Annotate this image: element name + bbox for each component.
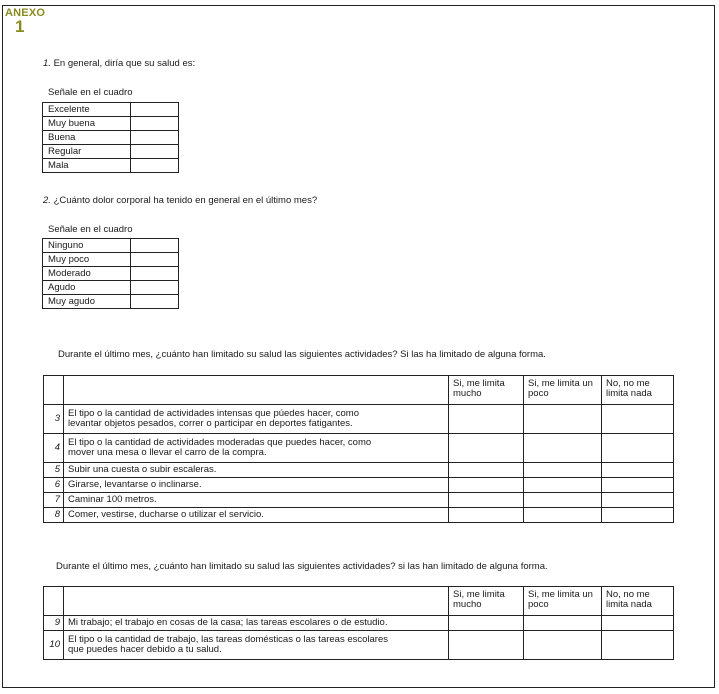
option-checkbox[interactable] [131, 267, 179, 281]
option-row [43, 159, 179, 173]
answer-cell[interactable] [602, 405, 674, 434]
option-checkbox[interactable] [131, 239, 179, 253]
option-label: Muy poco [43, 253, 131, 267]
column-header: Si, me limita un poco [524, 376, 602, 405]
item-text [64, 616, 449, 631]
question-1-options [42, 102, 179, 173]
item-text [64, 631, 449, 660]
answer-cell[interactable] [524, 434, 602, 463]
item-number: 5 [44, 463, 64, 478]
item-text-line: El tipo o la cantidad de trabajo, las tareas domésticas o las tareas escolares [68, 634, 389, 645]
question-1 [43, 58, 195, 69]
item-text-line: El tipo o la cantidad de actividades intensas que púedes hacer, como [68, 408, 359, 419]
item-text-line: mover una mesa o llevar el carro de la compra. [68, 447, 267, 458]
answer-cell[interactable] [524, 631, 602, 660]
table-row [44, 631, 674, 660]
answer-cell[interactable] [524, 405, 602, 434]
item-text-line: levantar objetos pesados, correr o participar en deportes fatigantes. [68, 418, 353, 429]
table-row [44, 463, 674, 478]
item-number: 3 [44, 405, 64, 434]
option-row [43, 131, 179, 145]
answer-cell[interactable] [602, 463, 674, 478]
answer-cell[interactable] [602, 631, 674, 660]
option-label: Mala [43, 159, 131, 173]
item-text-line: Comer, vestirse, ducharse o utilizar el servicio. [68, 509, 264, 520]
header-empty-cell [64, 376, 449, 405]
item-text-line: Girarse, levantarse o inclinarse. [68, 479, 202, 490]
answer-cell[interactable] [449, 434, 524, 463]
table-row [44, 478, 674, 493]
option-row [43, 253, 179, 267]
answer-cell[interactable] [602, 493, 674, 508]
answer-cell[interactable] [524, 493, 602, 508]
question-2-options [42, 238, 179, 309]
item-number: 6 [44, 478, 64, 493]
question-2 [43, 195, 317, 206]
column-header: Si, me limita mucho [449, 376, 524, 405]
table-header-row [44, 587, 674, 616]
column-header: No, no me limita nada [602, 587, 674, 616]
question-2-instruction: Señale en el cuadro [48, 224, 133, 235]
answer-cell[interactable] [449, 616, 524, 631]
option-label: Ninguno [43, 239, 131, 253]
item-text-line: Caminar 100 metros. [68, 494, 157, 505]
table-row [44, 508, 674, 523]
answer-cell[interactable] [524, 478, 602, 493]
question-1-number: 1. [43, 58, 51, 69]
option-label: Moderado [43, 267, 131, 281]
question-1-instruction: Señale en el cuadro [48, 87, 133, 98]
answer-cell[interactable] [449, 493, 524, 508]
item-number: 9 [44, 616, 64, 631]
answer-cell[interactable] [524, 508, 602, 523]
option-checkbox[interactable] [131, 131, 179, 145]
option-row [43, 295, 179, 309]
option-row [43, 145, 179, 159]
option-label: Excelente [43, 103, 131, 117]
item-text-line: Subir una cuesta o subir escaleras. [68, 464, 217, 475]
option-checkbox[interactable] [131, 295, 179, 309]
option-row [43, 239, 179, 253]
answer-cell[interactable] [449, 508, 524, 523]
header-empty-cell [44, 587, 64, 616]
answer-cell[interactable] [449, 631, 524, 660]
answer-cell[interactable] [602, 434, 674, 463]
answer-cell[interactable] [449, 405, 524, 434]
option-label: Muy buena [43, 117, 131, 131]
item-text-line: El tipo o la cantidad de actividades moderadas que puedes hacer, como [68, 437, 372, 448]
option-label: Agudo [43, 281, 131, 295]
item-number: 7 [44, 493, 64, 508]
answer-cell[interactable] [602, 478, 674, 493]
option-checkbox[interactable] [131, 117, 179, 131]
item-text [64, 508, 449, 523]
option-row [43, 103, 179, 117]
option-checkbox[interactable] [131, 145, 179, 159]
section-1-table [43, 375, 674, 523]
item-text [64, 493, 449, 508]
item-text [64, 434, 449, 463]
answer-cell[interactable] [449, 478, 524, 493]
option-row [43, 267, 179, 281]
answer-cell[interactable] [524, 616, 602, 631]
column-header: Si, me limita mucho [449, 587, 524, 616]
column-header: No, no me limita nada [602, 376, 674, 405]
item-text [64, 405, 449, 434]
option-checkbox[interactable] [131, 253, 179, 267]
column-header: Si, me limita un poco [524, 587, 602, 616]
item-number: 4 [44, 434, 64, 463]
table-row [44, 493, 674, 508]
option-row [43, 117, 179, 131]
answer-cell[interactable] [602, 616, 674, 631]
section-2-intro: Durante el último mes, ¿cuánto han limitado su salud las siguientes actividades? si las han limitado de alguna forma. [56, 561, 548, 572]
answer-cell[interactable] [524, 463, 602, 478]
item-text-line: que puedes hacer debido a tu salud. [68, 644, 222, 655]
section-2-table [43, 586, 674, 660]
option-label: Buena [43, 131, 131, 145]
option-checkbox[interactable] [131, 281, 179, 295]
option-row [43, 281, 179, 295]
table-row [44, 434, 674, 463]
option-checkbox[interactable] [131, 103, 179, 117]
header-empty-cell [64, 587, 449, 616]
item-text-line: Mi trabajo; el trabajo en cosas de la casa; las tareas escolares o de estudio. [68, 617, 388, 628]
annex-number: 1 [15, 17, 25, 36]
answer-cell[interactable] [449, 463, 524, 478]
header-empty-cell [44, 376, 64, 405]
option-label: Muy agudo [43, 295, 131, 309]
item-number: 8 [44, 508, 64, 523]
section-1-intro: Durante el último mes, ¿cuánto han limitado su salud las siguientes actividades? Si las ha limitado de alguna forma. [58, 349, 546, 360]
table-row [44, 405, 674, 434]
question-1-text: En general, diría que su salud es: [53, 58, 196, 69]
question-2-number: 2. [43, 195, 51, 206]
answer-cell[interactable] [602, 508, 674, 523]
annex-label: ANEXO [5, 7, 46, 19]
table-header-row [44, 376, 674, 405]
option-checkbox[interactable] [131, 159, 179, 173]
question-2-text: ¿Cuánto dolor corporal ha tenido en general en el último mes? [53, 195, 318, 206]
table-row [44, 616, 674, 631]
option-label: Regular [43, 145, 131, 159]
item-text [64, 463, 449, 478]
item-text [64, 478, 449, 493]
item-number: 10 [44, 631, 64, 660]
